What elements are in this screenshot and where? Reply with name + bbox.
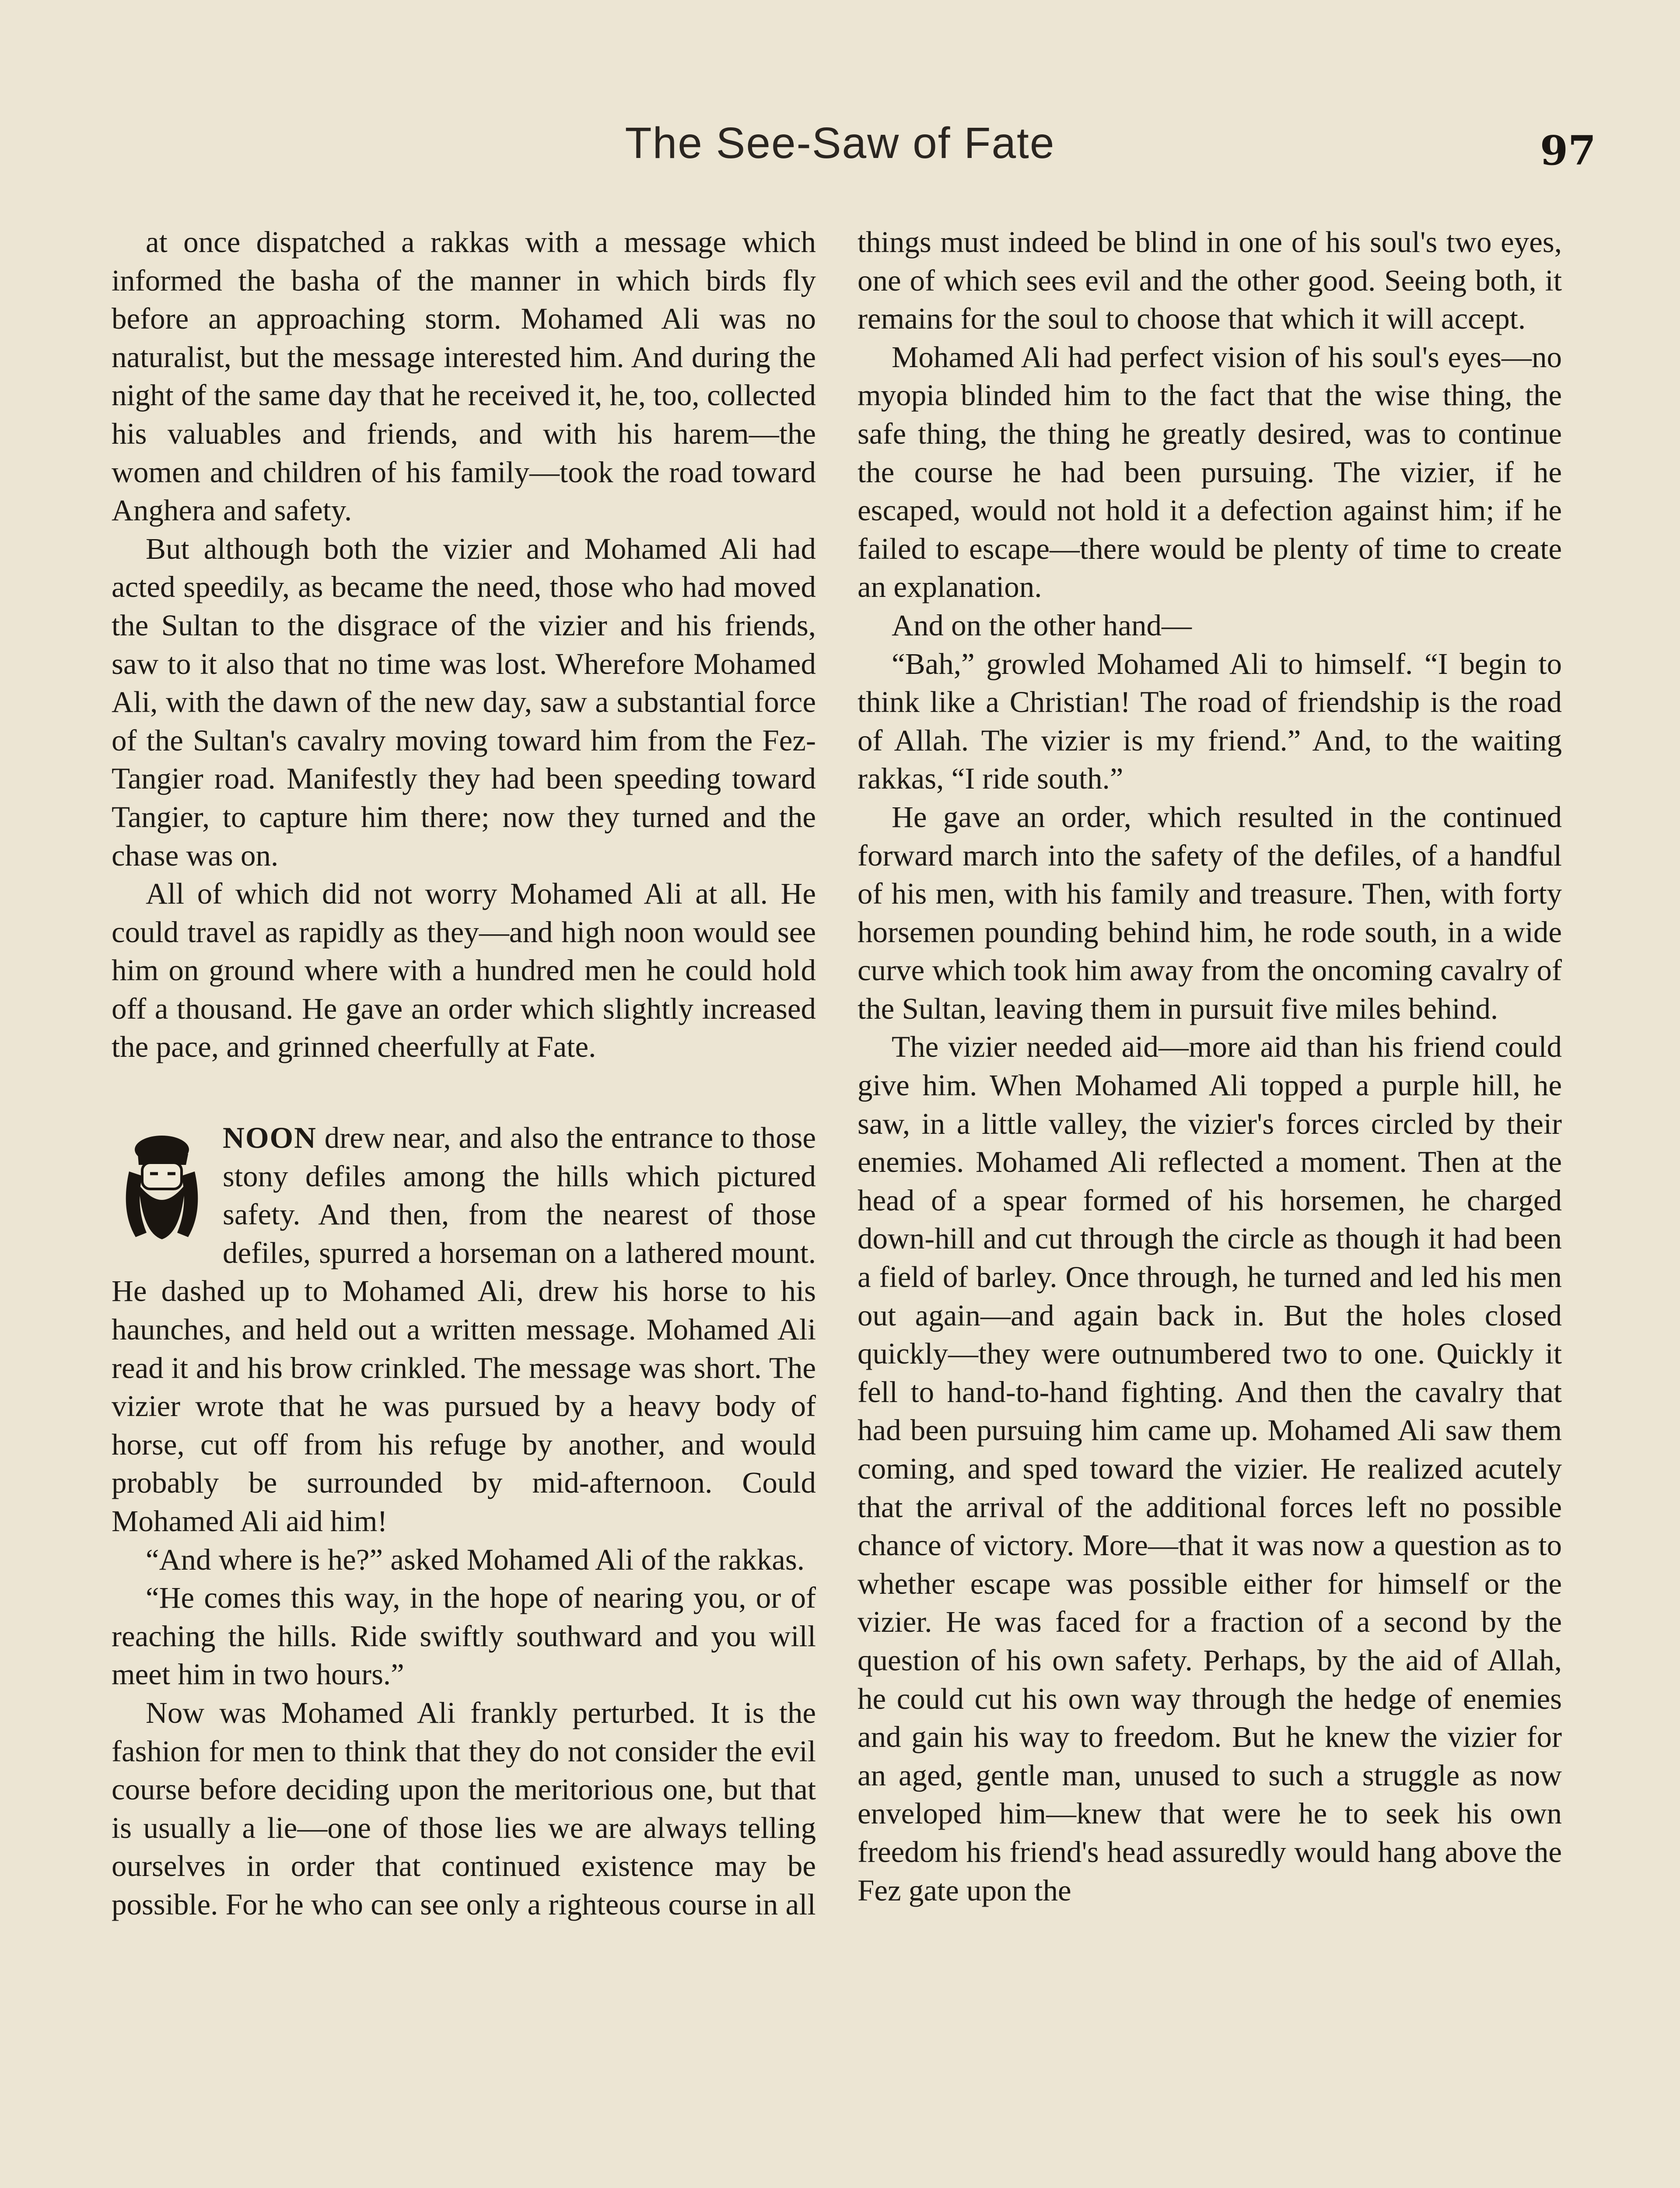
paragraph: The vizier needed aid—more aid than his friend could give him. When Mohamed Ali topped a purple hill, he saw, in a little valley, the vizier's forces circled by their enemies. Mohamed Ali reflected a moment. Then at the head of a spear formed of his horsemen, he charged down-hill and cut through the circle as though it had been a field of barley. Once through, he turned and led his men out again—and again back in. But the holes closed quickly—they were outnumbered two to one. Quickly it fell to hand-to-hand fighting. And then the cavalry that had been pursuing him came up. Mohamed Ali saw them coming, and sped toward the vizier. He realized acutely that the arrival of the additional forces left no possible chance of victory. More—that it was now a question as to whether escape was possible either for himself or the vizier. He was faced for a fraction of a second by the question of his own safety. Perhaps, by the aid of Allah, he could cut his own way through the hedge of enemies and gain his way to freedom. But he knew the vizier for an aged, gentle man, unused to such a struggle as now enveloped him—knew that were he to seek his own freedom his friend's head assuredly would hang above the Fez gate upon the xyxy=(858,1030,1562,1907)
section-lead-word: NOON xyxy=(223,1121,317,1155)
bearded-man-portrait-icon xyxy=(112,1123,212,1250)
paragraph: And on the other hand— xyxy=(892,608,1192,642)
left-column xyxy=(112,223,816,2188)
section-break xyxy=(112,1066,816,1119)
running-head-title: The See-Saw of Fate xyxy=(625,119,1055,168)
paragraph: “Bah,” growled Mohamed Ali to himself. “I begin to think like a Christian! The road of friendship is the road of Allah. The vizier is my friend.” And, to the waiting rakkas, “I ride south.” xyxy=(858,647,1562,796)
paragraph: He gave an order, which resulted in the continued forward march into the safety of the defiles, of a handful of his men, with his family and treasure. Then, with forty horsemen pounding behind him, he rode south, in a wide curve which took him away from the oncoming cavalry of the Sultan, leaving them in pursuit five miles behind. xyxy=(858,800,1562,1025)
page-number: 97 xyxy=(1540,127,1596,174)
right-column xyxy=(858,223,1562,2188)
section-opening-paragraph xyxy=(112,1119,816,1541)
paragraph: All of which did not worry Mohamed Ali at all. He could travel as rapidly as they—and high noon would see him on ground where with a hundred men he could hold off a thousand. He gave an order which slightly increased the pace, and grinned cheerfully at Fate. xyxy=(112,877,816,1064)
paragraph: But although both the vizier and Mohamed Ali had acted speedily, as became the need, those who had moved the Sultan to the disgrace of the vizier and his friends, saw to it also that no time was lost. Wherefore Mohamed Ali, with the dawn of the new day, saw a substantial force of the Sultan's cavalry moving toward him from the Fez-Tangier road. Manifestly they had been speeding toward Tangier, to capture him there; now they turned and the chase was on. xyxy=(112,532,816,872)
paragraph: Now was Mohamed Ali frankly perturbed. It is the fashion for men to think that they do not consider the evil course before deciding upon the meritorious one, but that is usually a lie—one of those lies we are always telling ourselves in order that continued existence may be possible. For he who can see only a righteous course in all xyxy=(112,1696,816,1921)
paragraph: “And where is he?” asked Mohamed Ali of the rakkas. xyxy=(146,1543,805,1576)
paragraph: things must indeed be blind in one of his soul's two eyes, one of which sees evil and the other good. Seeing both, it remains for the soul to choose that which it will accept. xyxy=(858,225,1562,336)
paragraph-text: drew near, and also the entrance to those stony defiles among the hills which pictured safety. And then, from the nearest of those defiles, spurred a horseman on a lathered mount. He dashed up to Mohamed Ali, drew his horse to his haunches, and held out a written message. Mohamed Ali read it and his brow crinkled. The message was short. The vizier wrote that he was pursued by a heavy body of horse, cut off from his refuge by another, and would probably be surrounded by mid-afternoon. Could Mohamed Ali aid him! xyxy=(112,1121,816,1538)
paragraph: “He comes this way, in the hope of nearing you, or of reaching the hills. Ride swiftly southward and you will meet him in two hours.” xyxy=(112,1581,816,1691)
paragraph: Mohamed Ali had perfect vision of his soul's eyes—no myopia blinded him to the fact that the wise thing, the safe thing, the thing he greatly desired, was to continue the course he had been pursuing. The vizier, if he escaped, would not hold it a defection against him; if he failed to escape—there would be plenty of time to create an explanation. xyxy=(858,340,1562,604)
paragraph: at once dispatched a rakkas with a message which informed the basha of the manner in which birds fly before an approaching storm. Mohamed Ali was no naturalist, but the message interested him. And during the night of the same day that he received it, he, too, collected his valuables and friends, and with his harem—the women and children of his family—took the road toward Anghera and safety. xyxy=(112,225,816,527)
